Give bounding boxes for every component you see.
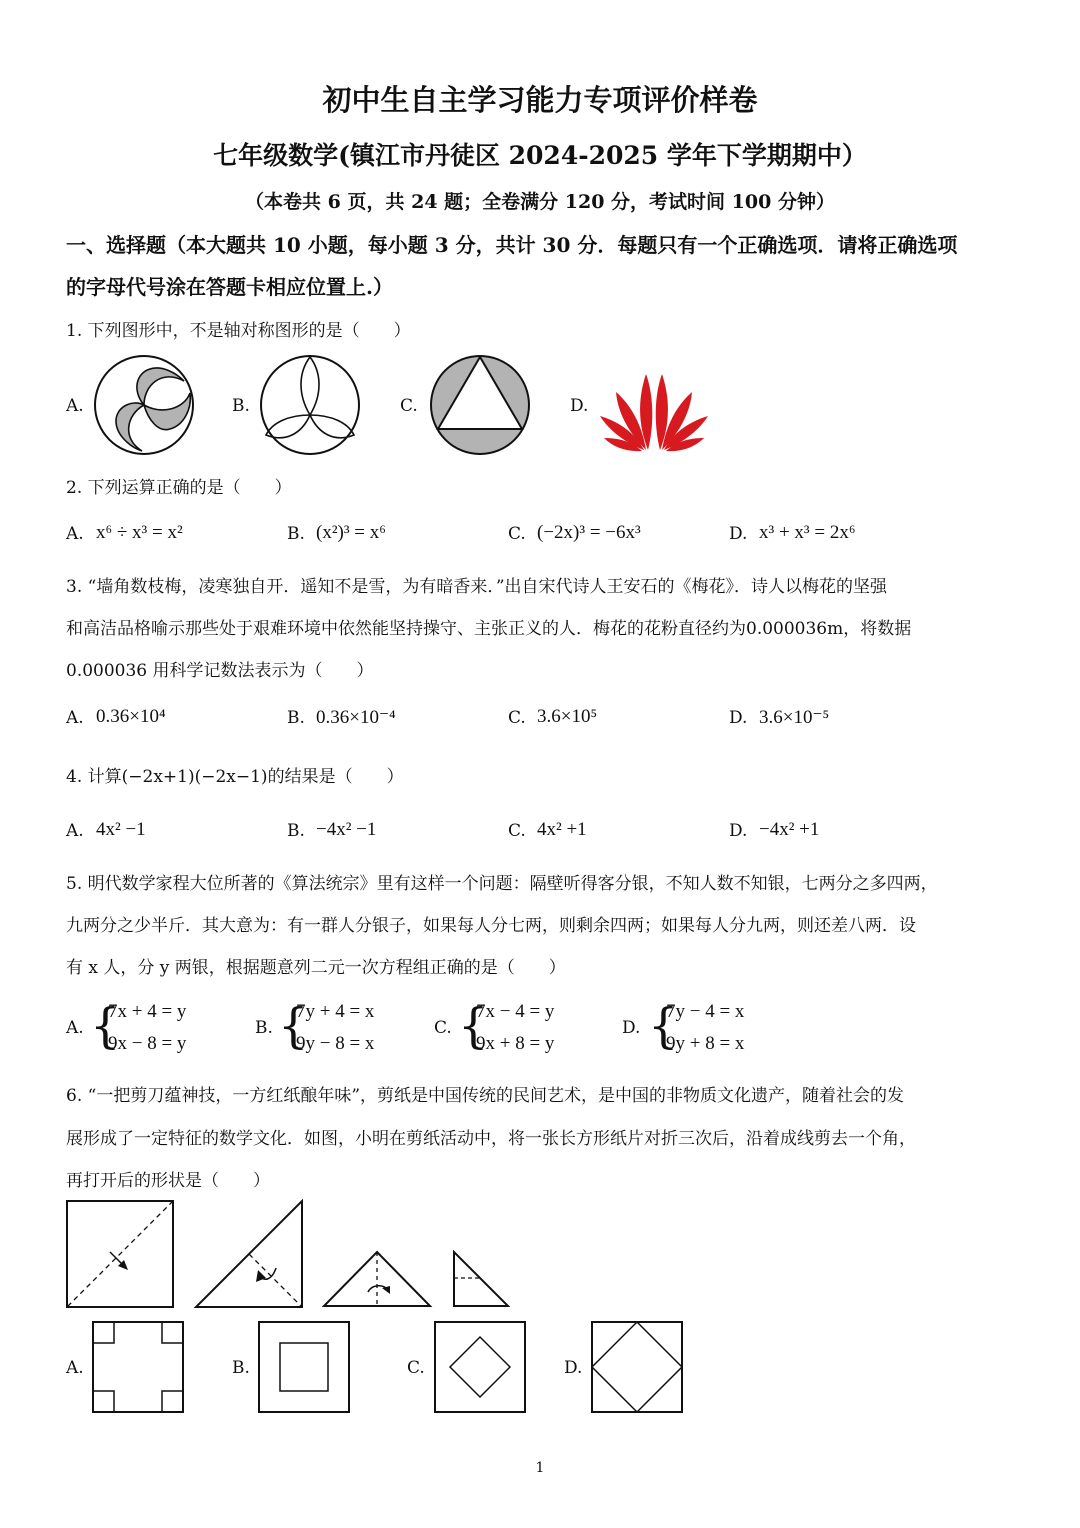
q1-stem: 1. 下列图形中，不是轴对称图形的是（ ） — [66, 321, 411, 341]
q4-label-b: B. — [287, 821, 305, 841]
q5-brace-b: { — [278, 998, 309, 1054]
exam-subtitle: 七年级数学(镇江市丹徒区 2024-2025 学年下学期期中） — [213, 141, 867, 170]
section-heading-line2: 的字母代号涂在答题卡相应位置上.） — [66, 275, 393, 299]
q2-option-b: (x²)³ = x⁶ — [316, 522, 386, 543]
q5-option-b-eq2: 9y − 8 = x — [296, 1033, 375, 1054]
q6-label-b: B. — [232, 1358, 250, 1378]
q4-option-d: −4x² +1 — [759, 819, 820, 840]
q2-option-c: (−2x)³ = −6x³ — [537, 522, 641, 543]
q5-option-a-eq1: 7x + 4 = y — [108, 1001, 187, 1022]
q2-label-a: A. — [66, 524, 84, 544]
q1-label-c: C. — [400, 396, 418, 416]
q6-line3: 再打开后的形状是（ ） — [66, 1171, 270, 1191]
q2-stem: 2. 下列运算正确的是（ ） — [66, 478, 292, 498]
q3-line3: 0.000036 用科学记数法表示为（ ） — [66, 661, 374, 681]
q2-label-c: C. — [508, 524, 526, 544]
q3-label-c: C. — [508, 708, 526, 728]
q6-fold-step-4 — [450, 1250, 510, 1308]
q5-brace-c: { — [458, 998, 489, 1054]
q6-option-b-figure — [258, 1321, 350, 1413]
q3-label-b: B. — [287, 708, 305, 728]
q5-label-d: D. — [622, 1018, 641, 1038]
q5-option-d-eq1: 7y − 4 = x — [666, 1001, 745, 1022]
q6-line1: 6. “一把剪刀蕴神技，一方红纸酿年味”，剪纸是中国传统的民间艺术，是中国的非物质文化遗产，随着社会的发 — [66, 1086, 905, 1106]
exam-info: （本卷共 6 页，共 24 题；全卷满分 120 分，考试时间 100 分钟） — [245, 191, 835, 213]
q3-option-d: 3.6×10⁻⁵ — [759, 707, 830, 728]
q5-option-b-eq1: 7y + 4 = x — [296, 1001, 375, 1022]
page-number: 1 — [535, 1460, 545, 1476]
section-heading-line1: 一、选择题（本大题共 10 小题，每小题 3 分，共计 30 分．每题只有一个正确选项．请将正确选项 — [66, 233, 958, 257]
q5-option-c-eq1: 7x − 4 = y — [476, 1001, 555, 1022]
q6-fold-step-1 — [66, 1200, 174, 1308]
q1-label-d: D. — [570, 396, 589, 416]
q2-label-b: B. — [287, 524, 305, 544]
q5-line2: 九两分之少半斤．其大意为：有一群人分银子，如果每人分七两，则剩余四两；如果每人分九两，则还差八两．设 — [66, 916, 916, 936]
q4-label-c: C. — [508, 821, 526, 841]
q5-brace-a: { — [90, 998, 121, 1054]
q4-stem: 4. 计算(−2x+1)(−2x−1)的结果是（ ） — [66, 767, 404, 787]
q5-line1: 5. 明代数学家程大位所著的《算法统宗》里有这样一个问题：隔壁听得客分银，不知人数不知银，七两分之多四两， — [66, 874, 938, 894]
q4-label-d: D. — [729, 821, 748, 841]
q6-label-c: C. — [407, 1358, 425, 1378]
q4-option-b: −4x² −1 — [316, 819, 377, 840]
q3-option-c: 3.6×10⁵ — [537, 706, 598, 727]
q5-label-b: B. — [255, 1018, 273, 1038]
exam-title: 初中生自主学习能力专项评价样卷 — [322, 83, 758, 117]
q2-label-d: D. — [729, 524, 748, 544]
q3-label-d: D. — [729, 708, 748, 728]
q6-option-a-figure — [92, 1321, 184, 1413]
q4-label-a: A. — [66, 821, 84, 841]
q1-figure-a — [92, 355, 196, 455]
q3-label-a: A. — [66, 708, 84, 728]
q1-figure-c — [428, 355, 532, 455]
q6-label-d: D. — [564, 1358, 583, 1378]
q6-fold-step-2 — [194, 1200, 306, 1308]
q6-option-c-figure — [434, 1321, 526, 1413]
q4-option-c: 4x² +1 — [537, 819, 587, 840]
q5-label-a: A. — [66, 1018, 84, 1038]
q5-option-c-eq2: 9x + 8 = y — [476, 1033, 555, 1054]
q1-label-b: B. — [232, 396, 250, 416]
q1-figure-d — [598, 370, 710, 454]
q6-line2: 展形成了一定特征的数学文化．如图，小明在剪纸活动中，将一张长方形纸片对折三次后，沿着成线剪去一个角， — [66, 1129, 916, 1149]
q3-option-b: 0.36×10⁻⁴ — [316, 707, 396, 728]
q6-option-d-figure — [591, 1321, 683, 1413]
q5-option-d-eq2: 9y + 8 = x — [666, 1033, 745, 1054]
q1-figure-b — [258, 355, 362, 455]
q3-line1: 3. “墙角数枝梅，凌寒独自开．遥知不是雪，为有暗香来．”出自宋代诗人王安石的《梅花》．诗人以梅花的坚强 — [66, 577, 888, 597]
q5-brace-d: { — [648, 998, 679, 1054]
q1-label-a: A. — [66, 396, 84, 416]
q6-fold-step-3 — [322, 1250, 432, 1308]
q4-option-a: 4x² −1 — [96, 819, 146, 840]
q2-option-a: x⁶ ÷ x³ = x² — [96, 522, 183, 543]
q5-option-a-eq2: 9x − 8 = y — [108, 1033, 187, 1054]
q5-label-c: C. — [434, 1018, 452, 1038]
q2-option-d: x³ + x³ = 2x⁶ — [759, 522, 856, 543]
q6-label-a: A. — [66, 1358, 84, 1378]
q3-line2: 和高洁品格喻示那些处于艰难环境中依然能坚持操守、主张正义的人．梅花的花粉直径约为0.000036m，将数据 — [66, 619, 912, 639]
q5-line3: 有 x 人，分 y 两银，根据题意列二元一次方程组正确的是（ ） — [66, 958, 566, 978]
q3-option-a: 0.36×10⁴ — [96, 706, 166, 727]
